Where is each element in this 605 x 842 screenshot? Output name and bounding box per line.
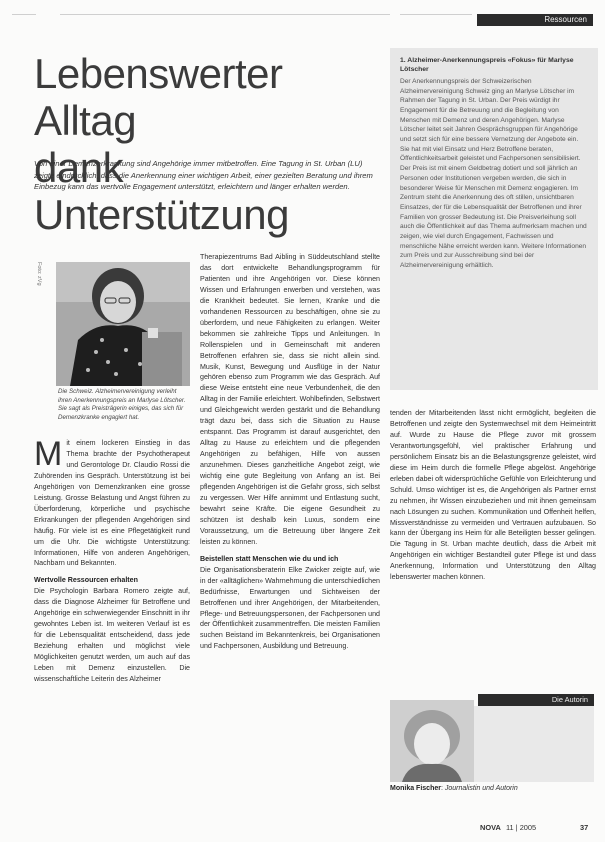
sidebar-box <box>390 48 598 390</box>
photo-caption: Die Schweiz. Alzheimervereinigung verleiht ihren Anerkennungspreis an Marlyse Lötscher. Sie sagt als Preisträgerin einiges, das sich für Demenzkranke engagiert hat. <box>58 388 186 421</box>
subheading-beistellen: Beistellen statt Menschen wie du und ich <box>200 554 339 563</box>
column-3-paragraph-1: tenden der Mitarbeitenden lässt nicht ermöglicht, begleiten die Betroffenen und zeigte den Systemwechsel mit dem Heimeintritt auf. Wurde zu Hause die Pflege zuvor mit grossem Verantwortungsgefühl, viel praktischer Erfahrung und persönlichem Einsatz bis an die Belastungsgrenze geleistet, wird diese im Heim durch die formelle Pflege abgelöst. Angehörige erleben dabei oft widersprüchliche Gefühle von Erleichterung und Schuld. Umso wichtiger ist es, die Angehörigen als Partner ernst zu nehmen, ihr Wissen einzubeziehen und mit ihnen gemeinsam nach Lösungen zu suchen. Kommunikation und Offenheit helfen, Missverständnisse zu vermeiden und Vertrauen aufzubauen. So kann der Übergang ins Heim für alle Beteiligten besser gelingen. Die Tagung in St. Urban machte deutlich, dass die Arbeit mit Angehörigen ein wichtiger Bestandteil guter Pflege ist und dass Anerkennung, Information und Unterstützung den Alltag lebenswerter machen können. <box>390 409 596 582</box>
footer-page-number: 37 <box>580 823 589 832</box>
sidebar-body: Der Anerkennungspreis der Schweizerischen Alzheimervereinigung Schweiz ging an Marlyse Lötscher im Rahmen der Tagung in St. Urban. Der Preis würdigt ihr Engagement für die Betreuung und die Begleitung von Menschen mit Demenz und deren Angehörigen. Marlyse Lötscher leitet seit Jahren Gesprächsgruppen für Angehörige und setzt sich für eine bessere Vernetzung der Angebote ein. Sie hat mit viel Einsatz und Herz Betroffene beraten, Öffentlichkeitsarbeit geleistet und Fachpersonen sensibilisiert. Der Preis ist mit einem Geldbetrag dotiert und soll jährlich an Personen oder Institutionen vergeben werden, die sich in besonderer Weise für Menschen mit Demenz engagieren. Im Zentrum steht die Anerkennung des oft stillen, unsichtbaren Einsatzes, der für die Lebensqualität der Betroffenen und ihrer Familien von grosser Bedeutung ist. Die Preisverleihung soll auch die Öffentlichkeit auf das Thema aufmerksam machen und zeigen, wie viel durch Engagement, Fachwissen und menschliche Nähe erreicht werden kann. Weitere Informationen zum Preis und zur Ausschreibung sind bei der Alzheimervereinigung erhältlich. <box>400 77 587 270</box>
author-separator: : <box>440 785 445 792</box>
article-column-3 <box>390 408 596 583</box>
header-rule-left <box>12 14 36 15</box>
footer-issue: 11 | 2005 <box>506 823 537 832</box>
header-rule-mid <box>60 14 390 15</box>
author-tag: Die Autorin <box>478 694 594 706</box>
column-1-paragraph-1: it einem lockeren Einstieg in das Thema brachte der Psychotherapeut und Gerontologe Dr. Claudio Rossi die Zuhörenden ins Gespräch. Unterstützung ist bei Angehörigen von Demenzkranken eine grosse Leistung. Grosse Belastung und Angst führen zu Überforderung, körperliche und psychische Erkrankungen der pflegenden Angehörigen sind häufig. Für viele ist es eine Pflegetätigkeit rund um die Uhr. Die wichtigste Unterstützung: Informationen, Hilfe von anderen Angehörigen, Nachbarn und Bekannten. <box>34 439 190 568</box>
sidebar-heading: 1. Alzheimer-Anerkennungspreis «Fokus» für Marlyse Lötscher <box>400 57 574 74</box>
header-rule-right <box>400 14 472 15</box>
column-2-paragraph-1: Therapiezentrums Bad Aibling in Süddeutschland stellte das dort entwickelte Behandlungsprogramm für Patienten und ihre Angehörigen vor. Diese können Wissen und Erfahrungen erwerben und verstehen, was die Krankheit bedeutet. Sie lernen, Kranke und die vorhandenen Ressourcen zu beschäftigen, ohne sie zu überfordern, und neue Fähigkeiten zu erlangen. Weiter bekommen sie zahlreiche Tipps und Anleitungen. In Rollenspielen und in Gemeinschaft mit anderen Betroffenen erfahren sie, dass sie nicht allein sind. Musik, Kunst, Bewegung und Ausflüge in der Natur gehören ebenso zum Programm wie das Gespräch. Auf diese Weise entsteht eine neue Verbundenheit, die den Alltag in der Familie erleichtert. Wohlbefinden, Selbstwert und Gleichgewicht werden gestärkt und die Behandlung trägt dazu bei, dass sich die Situation zu Hause entspannt. Das Programm ist darauf ausgerichtet, den Alltag zu Hause zu erleichtern und die pflegenden Angehörigen zu befähigen, Hilfe von aussen anzunehmen. Dieses ganzheitliche Angebot zeigt, wie wichtig eine gute Begleitung von Anfang an ist. Bei pflegenden Angehörigen ist die Gefahr gross, sich selbst zu vergessen. Wer Hilfe annimmt und Entlastung sucht, bewahrt seine Kräfte. Die eigene Gesundheit zu schützen ist deshalb kein Luxus, sondern eine Voraussetzung, um die Betreuung über längere Zeit leisten zu können. <box>200 253 380 546</box>
column-2-paragraph-2: Die Organisationsberaterin Elke Zwicker zeigte auf, wie in der «alltäglichen» Wahrnehmung die unterschiedlichen Bedürfnisse, Erwartungen und Sichtweisen der Betroffenen und ihrer Angehörigen, der Mitarbeitenden, Pflege- und Betreuungspersonen, der Fachpersonen und der Öffentlichkeit zusammentreffen. Die meisten Familien suchen Beistand im Bekanntenkreis, bei Organisationen und Fachpersonen, Ausbildung und Betreuung. <box>200 565 380 651</box>
speaker-photo-illustration <box>56 262 190 386</box>
speaker-photo <box>56 262 190 386</box>
author-photo-illustration <box>390 700 474 782</box>
photo-credit <box>34 262 44 322</box>
author-photo <box>390 700 474 782</box>
section-tag: Ressourcen <box>477 14 593 26</box>
footer-magazine: NOVA <box>480 823 501 832</box>
author-name: Monika Fischer <box>390 785 441 792</box>
article-column-2 <box>200 252 380 652</box>
title-line-1: Lebenswerter Alltag <box>34 50 283 144</box>
author-role: Journalistin und Autorin <box>444 785 518 792</box>
column-1-paragraph-2: Die Psychologin Barbara Romero zeigte auf, dass die Diagnose Alzheimer für Betroffene und Angehörige ein schwerwiegender Einschnitt in ihr gewohntes Leben ist. Im weiteren Verlauf ist es für die Lebensqualität entscheidend, dass jede Beziehung erhalten und möglichst viele Möglichkeiten genutzt werden, um auch auf das Leben mit Demenz einzustellen. Die wissenschaftliche Leiterin des Alzheimer <box>34 587 190 684</box>
article-title <box>34 50 384 238</box>
article-column-1 <box>34 435 190 685</box>
author-box-background <box>474 706 594 782</box>
subheading-ressourcen: Wertvolle Ressourcen erhalten <box>34 576 138 585</box>
title-line-2: dank Unterstützung <box>34 144 289 238</box>
article-intro: Von einer Demenzerkrankung sind Angehörige immer mitbetroffen. Eine Tagung in St. Urban (LU) zeigte eindrücklich, dass die Anerkennung einer wichtigen Arbeit, einer gezielten Beratung und ihrem Einbezug kann das wertvolle Engagement unterstützt, erleichtern und länger erhalten werden. <box>34 159 373 192</box>
author-credit <box>390 784 595 794</box>
drop-cap: M <box>34 435 63 473</box>
photo-credit-text: Foto: zVg <box>36 262 42 286</box>
